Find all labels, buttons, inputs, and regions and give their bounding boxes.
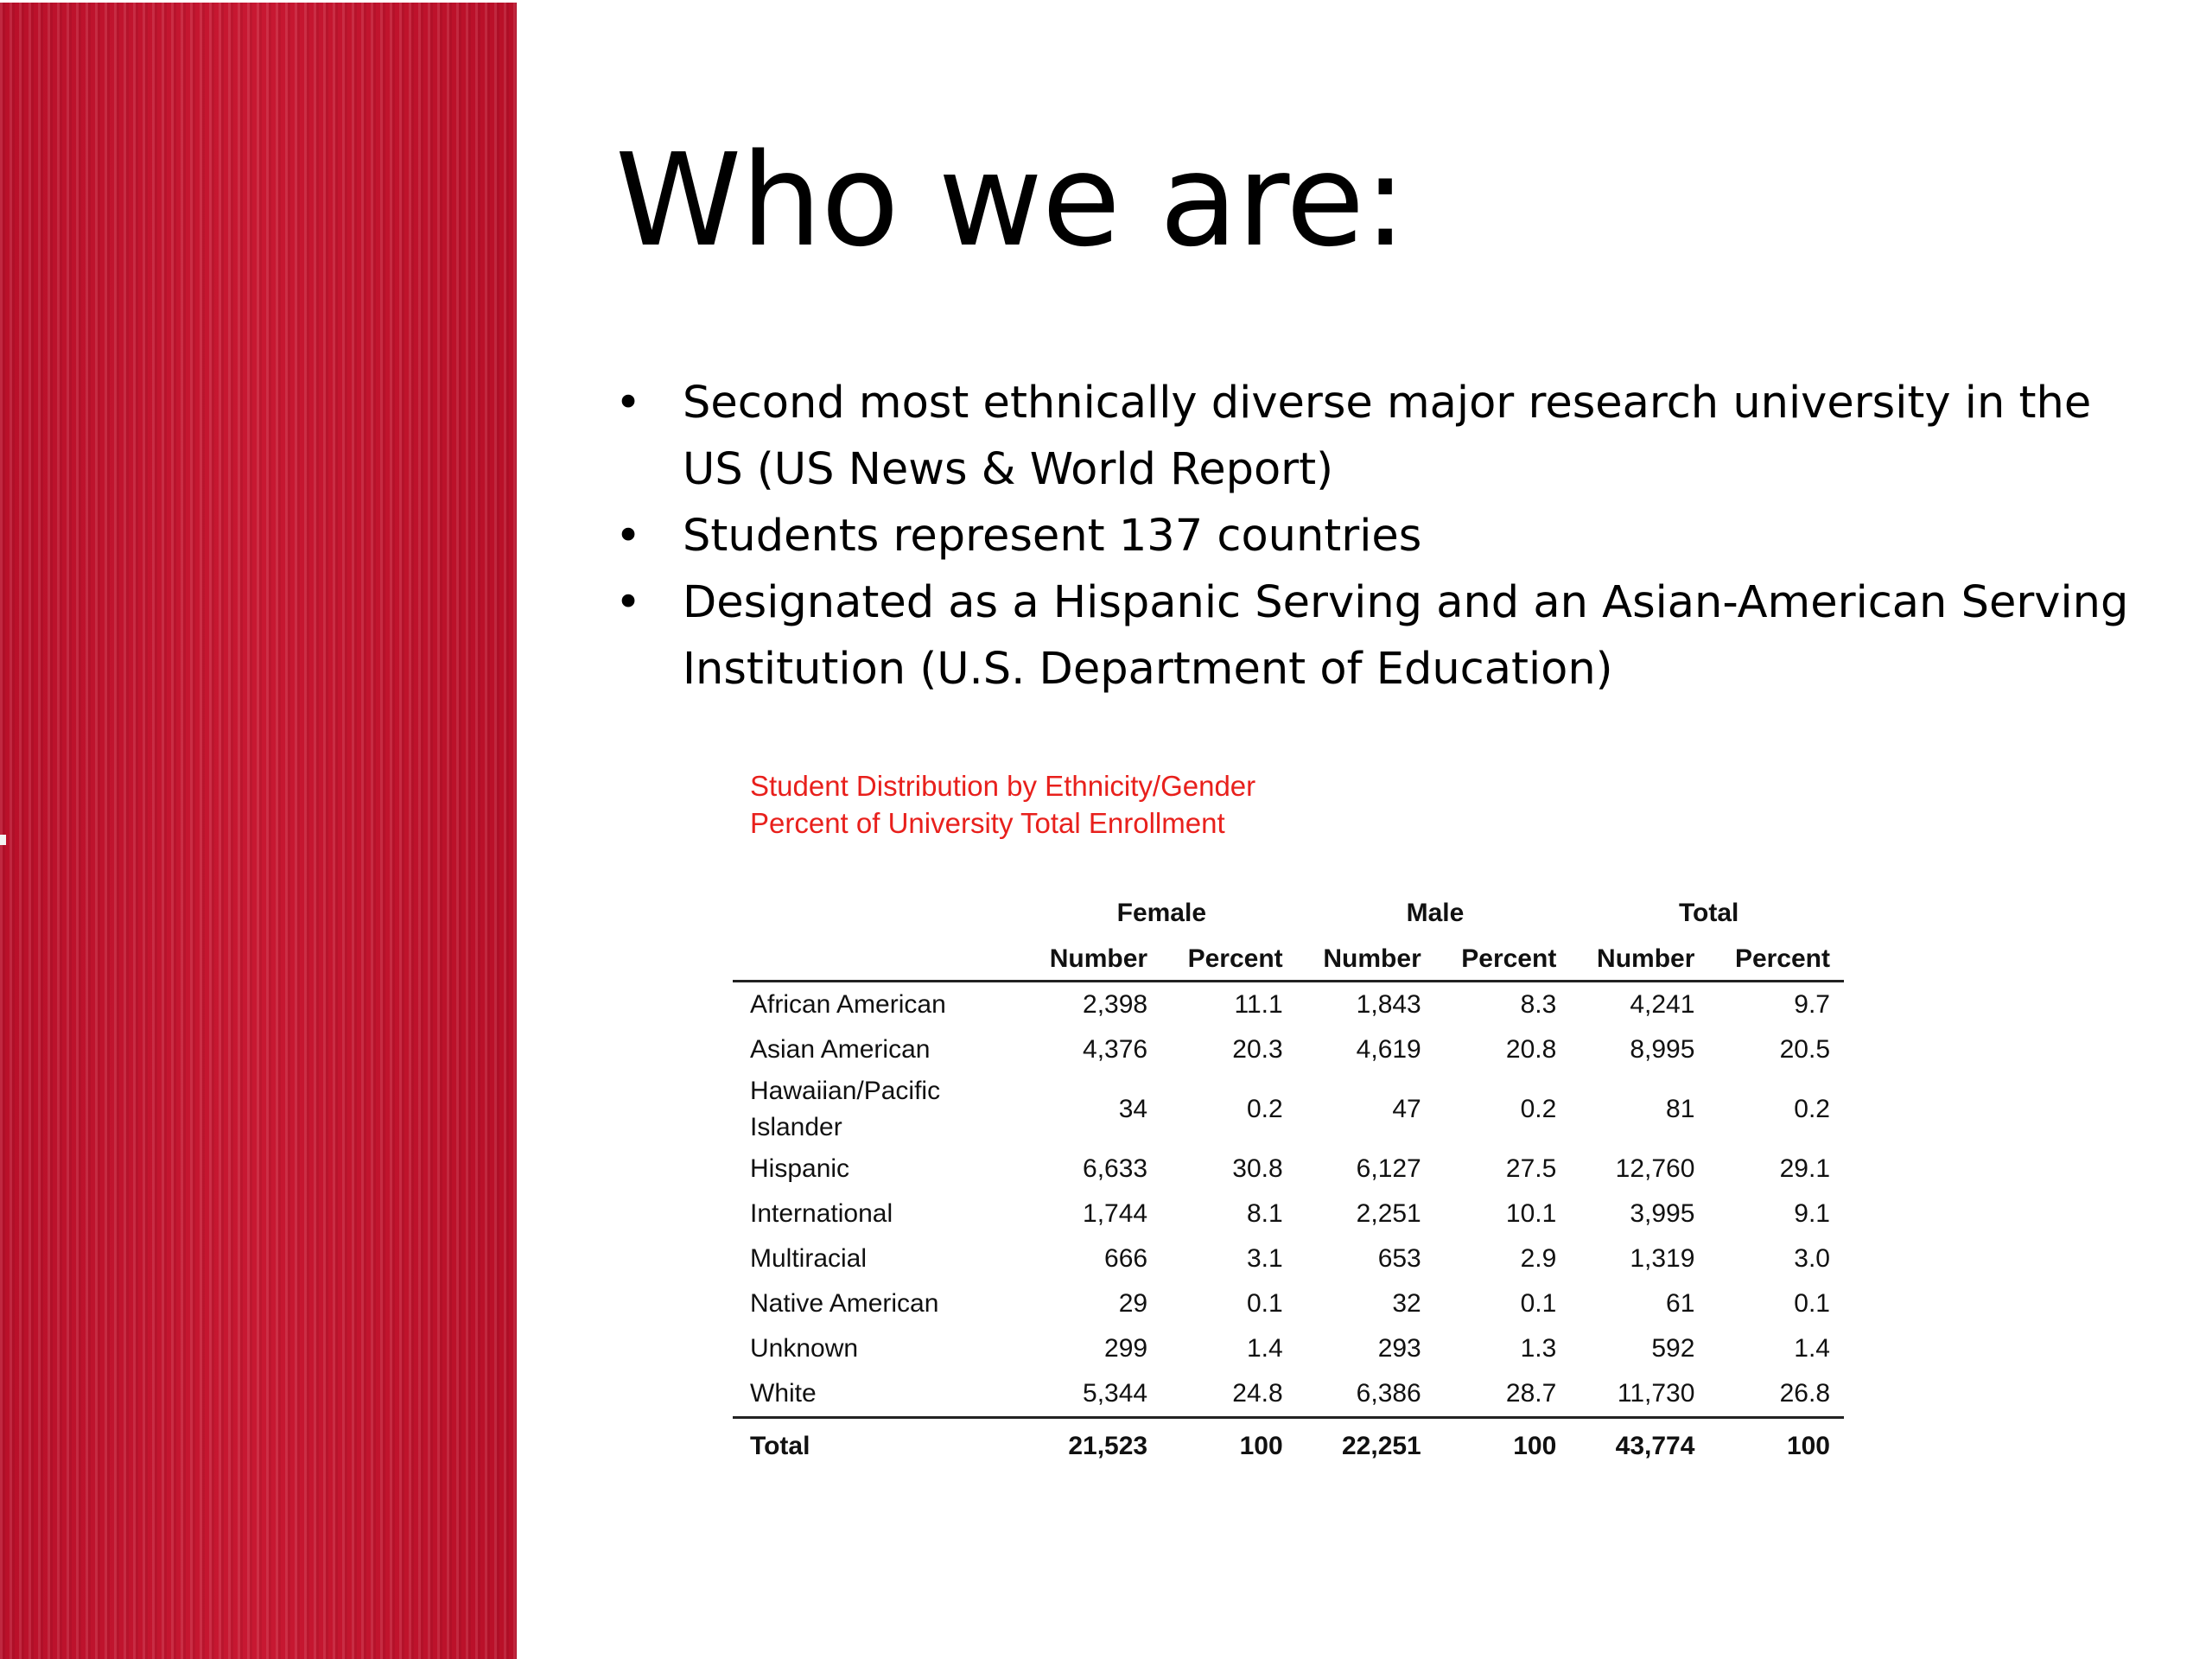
- cell-female-number: 29: [1118, 1289, 1148, 1318]
- cell-female-number: 4,376: [1083, 1035, 1148, 1064]
- bullet-item: [615, 503, 2136, 569]
- table-caption: [750, 767, 1255, 842]
- total-female-number: 21,523: [1023, 1418, 1161, 1475]
- cell-female-number: 299: [1104, 1334, 1148, 1363]
- cell-female-percent: 0.1: [1246, 1289, 1283, 1318]
- cell-total-percent: 26.8: [1779, 1379, 1830, 1408]
- table-row: [733, 1027, 1844, 1072]
- cell-male-number: 293: [1377, 1334, 1421, 1363]
- cell-total-number: 8,995: [1630, 1035, 1695, 1064]
- cell-total-number: 592: [1651, 1334, 1695, 1363]
- cell-male-number: 32: [1392, 1289, 1421, 1318]
- row-label: Hawaiian/Pacific Islander: [750, 1077, 941, 1141]
- cell-male-number: 47: [1392, 1095, 1421, 1123]
- table-caption-title: Student Distribution by Ethnicity/Gender: [750, 770, 1256, 802]
- row-label: Multiracial: [750, 1244, 868, 1273]
- cell-male-number: 2,251: [1356, 1199, 1421, 1228]
- bullet-text: Second most ethnically diverse major research university in the US (US News & World Report): [683, 378, 2092, 495]
- cell-female-percent: 24.8: [1232, 1379, 1283, 1408]
- subheader-total-number: Number: [1570, 938, 1708, 982]
- total-label: Total: [733, 1418, 1023, 1475]
- cell-female-percent: 1.4: [1246, 1334, 1283, 1363]
- cell-female-number: 6,633: [1083, 1154, 1148, 1183]
- cell-female-number: 666: [1104, 1244, 1148, 1273]
- bullet-item: [615, 569, 2136, 702]
- header-female: Female: [1116, 899, 1207, 927]
- cell-female-percent: 30.8: [1232, 1154, 1283, 1183]
- cell-female-number: 1,744: [1083, 1199, 1148, 1228]
- subheader-male-percent: Percent: [1435, 938, 1571, 982]
- subheader-female-number: Number: [1023, 938, 1161, 982]
- row-label: Asian American: [750, 1035, 931, 1064]
- total-female-percent: 100: [1161, 1418, 1297, 1475]
- table-row: [733, 1371, 1844, 1418]
- cell-male-percent: 0.1: [1520, 1289, 1557, 1318]
- table-group-header-row: [733, 888, 1844, 938]
- row-label: International: [750, 1199, 893, 1228]
- table-subheader-row: [733, 938, 1844, 982]
- decorative-side-band: [0, 3, 517, 1659]
- header-male: Male: [1406, 899, 1465, 927]
- table-total-row: [733, 1418, 1844, 1475]
- subheader-male-number: Number: [1297, 938, 1435, 982]
- cell-female-number: 2,398: [1083, 990, 1148, 1019]
- cell-male-number: 6,386: [1356, 1379, 1421, 1408]
- cell-male-percent: 27.5: [1505, 1154, 1557, 1183]
- table-row: [733, 1072, 1844, 1147]
- subheader-female-percent: Percent: [1161, 938, 1297, 982]
- cell-female-percent: 0.2: [1246, 1095, 1283, 1123]
- cell-male-percent: 20.8: [1505, 1035, 1557, 1064]
- subheader-blank: [733, 938, 1023, 982]
- bullet-icon: •: [615, 378, 642, 429]
- cell-total-percent: 1.4: [1794, 1334, 1830, 1363]
- row-label: African American: [750, 990, 946, 1019]
- cell-total-number: 81: [1666, 1095, 1695, 1123]
- cell-female-number: 5,344: [1083, 1379, 1148, 1408]
- cell-total-percent: 29.1: [1779, 1154, 1830, 1183]
- cell-total-percent: 20.5: [1779, 1035, 1830, 1064]
- bullet-list: [615, 370, 2136, 702]
- table-row: [733, 1192, 1844, 1236]
- row-label: Native American: [750, 1289, 939, 1318]
- table-row: [733, 1326, 1844, 1371]
- cell-total-percent: 0.2: [1794, 1095, 1830, 1123]
- cell-male-number: 6,127: [1356, 1154, 1421, 1183]
- bullet-item: [615, 370, 2136, 503]
- cell-female-percent: 3.1: [1246, 1244, 1283, 1273]
- cell-male-percent: 1.3: [1520, 1334, 1557, 1363]
- cell-male-percent: 10.1: [1505, 1199, 1557, 1228]
- total-male-number: 22,251: [1297, 1418, 1435, 1475]
- cell-total-number: 4,241: [1630, 990, 1695, 1019]
- table-body: [733, 982, 1844, 1418]
- cell-total-number: 11,730: [1617, 1379, 1695, 1408]
- cell-total-percent: 9.7: [1794, 990, 1830, 1019]
- cell-male-percent: 8.3: [1520, 990, 1557, 1019]
- cell-total-number: 1,319: [1630, 1244, 1695, 1273]
- cell-female-number: 34: [1118, 1095, 1148, 1123]
- cell-total-percent: 3.0: [1794, 1244, 1830, 1273]
- edge-marker: [0, 835, 6, 845]
- total-total-number: 43,774: [1570, 1418, 1708, 1475]
- cell-female-percent: 20.3: [1232, 1035, 1283, 1064]
- cell-total-number: 3,995: [1630, 1199, 1695, 1228]
- cell-male-percent: 28.7: [1505, 1379, 1557, 1408]
- table-row: [733, 1281, 1844, 1326]
- row-label: Hispanic: [750, 1154, 850, 1183]
- ethnicity-gender-table: [733, 888, 1844, 1474]
- total-total-percent: 100: [1708, 1418, 1844, 1475]
- cell-male-number: 1,843: [1356, 990, 1421, 1019]
- cell-female-percent: 11.1: [1234, 990, 1283, 1019]
- cell-female-percent: 8.1: [1246, 1199, 1283, 1228]
- subheader-total-percent: Percent: [1708, 938, 1844, 982]
- table-caption-subtitle: Percent of University Total Enrollment: [750, 807, 1225, 839]
- slide-title: Who we are:: [615, 126, 1407, 275]
- table-row: [733, 1147, 1844, 1192]
- table-row: [733, 982, 1844, 1028]
- bullet-icon: •: [615, 511, 642, 562]
- cell-male-percent: 2.9: [1520, 1244, 1557, 1273]
- cell-total-percent: 9.1: [1794, 1199, 1830, 1228]
- bullet-text: Designated as a Hispanic Serving and an Asian-American Serving Institution (U.S. Department of Education): [683, 577, 2129, 695]
- cell-male-number: 653: [1377, 1244, 1421, 1273]
- cell-total-number: 12,760: [1615, 1154, 1695, 1183]
- cell-total-number: 61: [1666, 1289, 1695, 1318]
- cell-male-percent: 0.2: [1520, 1095, 1557, 1123]
- table-row: [733, 1236, 1844, 1281]
- total-male-percent: 100: [1435, 1418, 1571, 1475]
- header-total: Total: [1678, 899, 1739, 927]
- row-label: White: [750, 1379, 817, 1408]
- row-label: Unknown: [750, 1334, 859, 1363]
- cell-male-number: 4,619: [1356, 1035, 1421, 1064]
- bullet-text: Students represent 137 countries: [683, 511, 1422, 562]
- header-blank: [733, 888, 1023, 938]
- bullet-icon: •: [615, 577, 642, 628]
- cell-total-percent: 0.1: [1794, 1289, 1830, 1318]
